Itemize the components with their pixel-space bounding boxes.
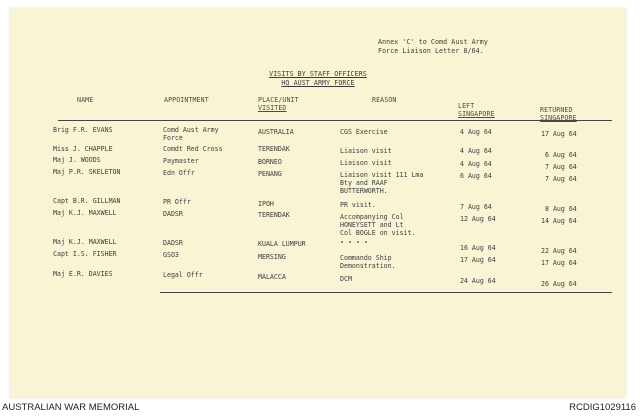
table-row-6-name: Maj K.J. MAXWELL [53,238,117,246]
column-header-returned-line-1: RETURNED [540,106,573,114]
table-row-4-returned: 8 Aug 64 [545,205,577,213]
table-row-5-appointment: DADSR [163,210,183,218]
title-line-1: VISITS BY STAFF OFFICERS [269,70,367,78]
table-row-1-returned: 6 Aug 64 [545,151,577,159]
reason-line: Liaison visit 111 Lma [340,171,424,179]
reason-line: Commando Ship [340,254,392,262]
table-row-7-returned: 17 Aug 64 [541,259,577,267]
table-row-5-name: Maj K.J. MAXWELL [53,209,117,217]
annex-reference [378,38,488,56]
table-row-3-left: 6 Aug 64 [460,172,492,180]
table-row-2-place: BORNEO [258,158,282,166]
table-row-7-place: MERSING [258,253,286,261]
table-row-3-place: PENANG [258,170,282,178]
appointment-line: Comd Aust Army [163,126,219,134]
table-row-3-reason [340,171,423,195]
table-row-5-left: 12 Aug 64 [460,215,496,223]
table-row-3-appointment: Edn Offr [163,169,195,177]
column-header-name: NAME [77,96,94,104]
table-row-0-place: AUSTRALIA [258,128,294,136]
table-row-2-appointment: Paymaster [163,157,199,165]
reason-line: Col BOGLE on visit. [340,229,416,237]
table-row-7-reason [340,254,396,270]
table-row-3-name: Maj P.R. SKELETON [53,168,121,176]
table-row-6-returned: 22 Aug 64 [541,247,577,255]
table-row-1-reason: Liaison visit [340,147,392,155]
column-header-returned-line-2: SINGAPORE [540,114,577,122]
table-row-4-reason: PR visit. [340,201,376,209]
table-row-7-left: 17 Aug 64 [460,256,496,264]
table-row-0-name: Brig F.R. EVANS [53,126,113,134]
appointment-line: Force [163,134,183,142]
table-row-2-reason: Liaison visit [340,159,392,167]
table-row-7-appointment: GSO3 [163,251,179,259]
table-row-8-place: MALACCA [258,273,286,281]
table-row-0-returned: 17 Aug 64 [541,130,577,138]
table-row-2-returned: 7 Aug 64 [545,163,577,171]
table-row-8-returned: 26 Aug 64 [541,280,577,288]
reason-line: Accompanying Col [340,213,404,221]
table-row-1-place: TERENDAK [258,145,290,153]
column-header-left [458,102,495,118]
column-header-left-line-1: LEFT [458,102,475,110]
table-row-4-appointment: PR Offr [163,198,191,206]
table-row-3-returned: 7 Aug 64 [545,175,577,183]
title-line-2: HQ AUST ARMY FORCE [281,79,355,87]
table-row-6-reason: " " " " [340,240,368,248]
table-row-4-place: IPOH [258,200,274,208]
reason-line: BUTTERWORTH. [340,187,388,195]
annex-line-1: Annex 'C' to Comd Aust Army [378,38,488,46]
table-row-1-left: 4 Aug 64 [460,147,492,155]
table-row-2-left: 4 Aug 64 [460,160,492,168]
header-rule [58,120,612,121]
table-row-6-appointment: DADSR [163,239,183,247]
column-header-place-line-2: VISITED [258,104,287,112]
annex-line-2: Force Liaison Letter 8/64. [378,47,484,55]
reason-line: Bty and RAAF [340,179,388,187]
footer-record-id: RCDIG1029116 [569,402,636,413]
table-row-5-returned: 14 Aug 64 [541,217,577,225]
table-row-7-name: Capt I.S. FISHER [53,250,117,258]
column-header-reason: REASON [372,96,397,104]
table-row-6-left: 16 Aug 64 [460,244,496,252]
table-row-5-reason [340,213,415,237]
reason-line: HONEYSETT and Lt [340,221,404,229]
table-row-0-reason: CGS Exercise [340,128,388,136]
table-row-0-left: 4 Aug 64 [460,128,492,136]
table-row-2-name: Maj J. WOODS [53,156,101,164]
column-header-appointment: APPOINTMENT [164,96,209,104]
table-row-4-left: 7 Aug 64 [460,203,492,211]
reason-line: Demonstration. [340,262,396,270]
footer-institution: AUSTRALIAN WAR MEMORIAL [2,402,140,413]
table-row-8-left: 24 Aug 64 [460,277,496,285]
document-title [248,70,388,88]
table-row-8-name: Maj E.R. DAVIES [53,270,113,278]
column-header-left-line-2: SINGAPORE [458,110,495,118]
table-row-0-appointment [163,126,219,142]
column-header-place [258,96,299,112]
table-row-1-name: Miss J. CHAPPLE [53,145,113,153]
table-row-1-appointment: Comdt Red Cross [163,145,223,153]
table-row-5-place: TERENDAK [258,211,290,219]
bottom-rule [160,292,612,293]
table-row-6-place: KUALA LUMPUR [258,240,306,248]
table-row-4-name: Capt B.R. GILLMAN [53,197,121,205]
table-row-8-appointment: Legal Offr [163,271,203,279]
table-row-8-reason: DCM [340,275,352,283]
column-header-place-line-1: PLACE/UNIT [258,96,299,104]
